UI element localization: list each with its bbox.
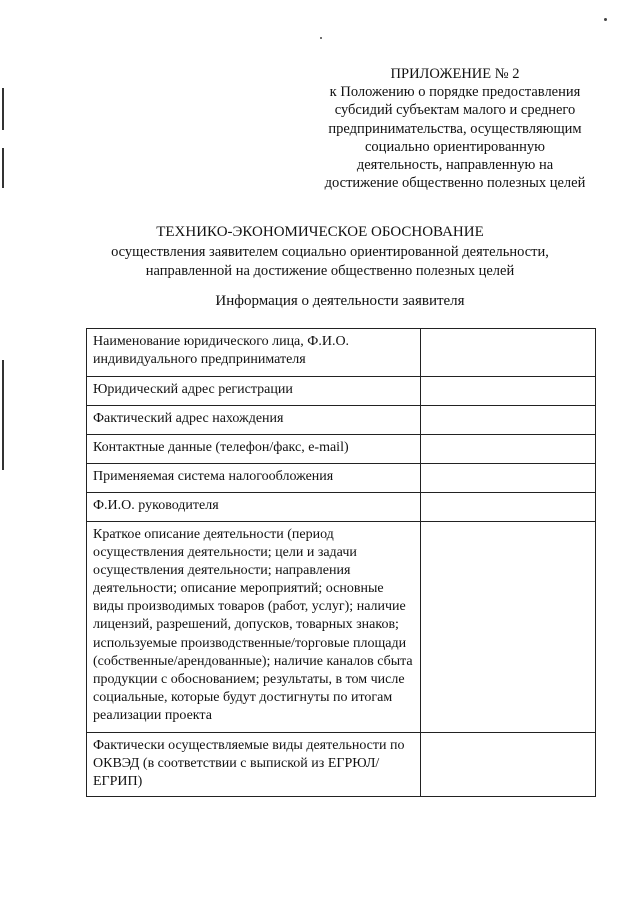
table-row (87, 406, 596, 435)
section-heading: Информация о деятельности заявителя (215, 293, 465, 309)
row-label: Краткое описание деятельности (период осуществления деятельности; цели и задачи осуществления деятельности; направления деятельности; описание мероприятий; основные виды производимых товаров (работ, услуг); наличие лицензий, разрешений, допусков, товарных знаков; используемые производственные/торговые площади (собственные/арендованные); наличие каналов сбыта продукции с обоснованием; результаты, в том числе социальные, которые будут достигнуты по итогам реализации проекта (87, 522, 421, 733)
scan-margin-mark (2, 360, 4, 470)
row-label: Фактически осуществляемые виды деятельности по ОКВЭД (в соответствии с выпиской из ЕГРЮЛ/ЕГРИП) (87, 733, 421, 797)
document-title: ТЕХНИКО-ЭКОНОМИЧЕСКОЕ ОБОСНОВАНИЕ (156, 224, 484, 240)
row-value[interactable] (421, 406, 596, 435)
row-value[interactable] (421, 435, 596, 464)
annex-line: к Положению о порядке предоставления (329, 84, 581, 101)
annex-line: предпринимательства, осуществляющим (328, 120, 582, 137)
row-label: Контактные данные (телефон/факс, e-mail) (87, 435, 421, 464)
table-row (87, 435, 596, 464)
scan-margin-mark (2, 88, 4, 130)
row-label: Фактический адрес нахождения (87, 406, 421, 435)
subtitle-line: осуществления заявителем социально ориентированной деятельности, (111, 244, 549, 260)
table-row (87, 493, 596, 522)
annex-line: социально ориентированную (365, 138, 545, 155)
table-row (87, 464, 596, 493)
scan-speck (604, 18, 607, 21)
row-value[interactable] (421, 733, 596, 797)
row-value[interactable] (421, 493, 596, 522)
annex-line: субсидий субъектам малого и среднего (334, 102, 576, 119)
document-subtitle (0, 243, 640, 280)
scan-margin-mark (2, 148, 4, 188)
row-label: Юридический адрес регистрации (87, 377, 421, 406)
table-row (87, 329, 596, 377)
row-label: Ф.И.О. руководителя (87, 493, 421, 522)
row-label: Наименование юридического лица, Ф.И.О. индивидуального предпринимателя (87, 329, 421, 377)
annex-line: деятельность, направленную на (356, 157, 554, 174)
annex-title: ПРИЛОЖЕНИЕ № 2 (390, 66, 520, 82)
applicant-info-table (86, 328, 596, 797)
row-value[interactable] (421, 522, 596, 733)
table-row (87, 733, 596, 797)
table-row (87, 377, 596, 406)
table-row (87, 522, 596, 733)
row-label: Применяемая система налогообложения (87, 464, 421, 493)
row-value[interactable] (421, 329, 596, 377)
annex-line: достижение общественно полезных целей (324, 175, 586, 192)
subtitle-line: направленной на достижение общественно полезных целей (145, 262, 515, 279)
annex-block (300, 65, 610, 192)
scan-speck (320, 37, 322, 39)
row-value[interactable] (421, 464, 596, 493)
row-value[interactable] (421, 377, 596, 406)
